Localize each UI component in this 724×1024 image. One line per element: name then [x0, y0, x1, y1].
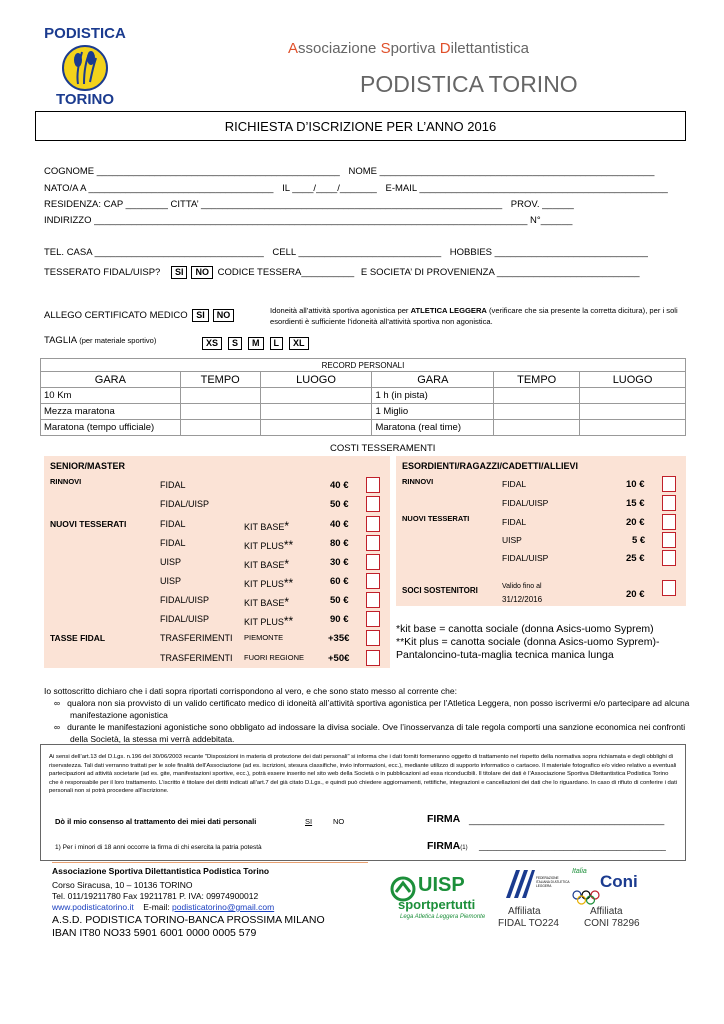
cost-checkbox[interactable] — [662, 476, 676, 492]
cost-ente: FIDAL — [160, 538, 186, 548]
tempo-cell[interactable] — [494, 404, 580, 420]
cost-kit: KIT PLUS** — [244, 538, 294, 552]
email-link[interactable]: podisticatorino@gmail.com — [172, 902, 275, 912]
privacy-text: Ai sensi dell’art.13 del D.Lgs. n.196 del 30/06/2003 recante "Disposizioni in materia di protezione dei dati personali" si informa che i dati forniti formeranno oggetto di trattamento nel rispetto della normativa sopra richiamata e degli obblighi di riservatezza. Tali dati verranno trattati per le sole finalità dell’Associazione (ad es. iscrizioni, stesura classifiche, invio informazioni, ecc.), mediante utilizzo di supporto informatico o cartaceo. Il materiale fotografico e/o video relativo a eventuali partecipazioni ad attività societarie (ad es. gite, manifestazioni sportive, ecc.), potrà essere inserito nel sito web della Società o in pubblicazioni ad essa riconducibili. Il titolare dei dati è l’Associazione Sportiva Dilettantistica Podistica Torino che è responsabile per il loro trattamento. L’iscritto è titolare dei diritti indicati all’art.7 del già citato D.Lgs., e quindi può chiedere aggiornamenti, rettifiche, integrazioni e cancellazioni dei dati che lo riguardano. In caso di rifiuto di conferire i dati personali non si potrà procedere all’iscrizione. — [49, 754, 678, 795]
cost-ente: FIDAL/UISP — [502, 498, 549, 508]
certificato-note: Idoneità all’attività sportiva agonistica per ATLETICA LEGGERA (verificare che sia presente la corretta dicitura), per i soli esordienti è sufficiente l’idoneità all’attività sportiva non agonistica. — [270, 306, 678, 326]
firma-field[interactable]: _______________________________________ — [469, 815, 665, 825]
tempo-cell[interactable] — [494, 388, 580, 404]
consenso-no-option[interactable]: NO — [333, 817, 345, 826]
gara-cell: Maratona (tempo ufficiale) — [41, 420, 181, 436]
cost-price: 5 € — [632, 535, 646, 546]
firma2-field[interactable]: __________________________________________ — [479, 842, 666, 851]
societa-field[interactable]: E SOCIETA’ DI PROVENIENZA ___________________________ — [360, 267, 640, 278]
tasse-fidal-label: TASSE FIDAL — [50, 633, 106, 643]
uisp-sub: sportpertutti — [398, 897, 476, 912]
cost-checkbox[interactable] — [366, 477, 380, 493]
row-tesserato — [44, 266, 640, 279]
codice-tessera-field[interactable]: CODICE TESSERA__________ — [217, 267, 355, 278]
cost-kit: KIT BASE* — [244, 519, 290, 533]
header-gara: GARA — [41, 372, 181, 388]
cost-checkbox[interactable] — [366, 611, 380, 627]
table-row — [41, 420, 686, 436]
kit-notes — [396, 623, 692, 662]
cost-checkbox[interactable] — [662, 514, 676, 530]
cost-ente: FIDAL/UISP — [502, 553, 549, 563]
uisp-tag: Lega Atletica Leggera Piemonte — [400, 914, 486, 920]
cost-checkbox[interactable] — [366, 650, 380, 666]
cost-price: 50 € — [330, 499, 349, 510]
email-field[interactable]: E-MAIL _______________________________________________ — [385, 183, 668, 194]
row-tel — [44, 247, 648, 258]
nuovi-tesserati-label: NUOVI TESSERATI — [402, 514, 470, 523]
coni-italia: Italia — [572, 868, 587, 875]
olympic-rings-icon — [572, 890, 600, 906]
prov-field[interactable]: PROV. ______ — [510, 199, 574, 210]
tel-field[interactable]: TEL. CASA ________________________________ — [44, 247, 264, 258]
cost-checkbox[interactable] — [662, 580, 676, 596]
cost-price: 10 € — [626, 479, 645, 490]
tempo-cell[interactable] — [180, 404, 260, 420]
cost-ente: UISP — [502, 535, 522, 545]
cost-price: 25 € — [626, 553, 645, 564]
cost-ente: FIDAL — [502, 479, 527, 489]
luogo-cell[interactable] — [580, 388, 686, 404]
cost-kit: KIT BASE* — [244, 557, 290, 571]
footer-tel: Tel. 011/19211780 Fax 19211781 P. IVA: 09974900012 — [52, 891, 259, 901]
youth-panel — [396, 456, 686, 606]
footer-org: Associazione Sportiva Dilettantistica Podistica Torino — [52, 866, 270, 876]
cell-field[interactable]: CELL ___________________________ — [272, 247, 442, 258]
cost-ente: FIDAL/UISP — [160, 499, 210, 509]
size-s-checkbox[interactable]: S — [228, 337, 242, 350]
header-tempo: TEMPO — [180, 372, 260, 388]
tempo-cell[interactable] — [494, 420, 580, 436]
cost-checkbox[interactable] — [366, 630, 380, 646]
luogo-cell[interactable] — [580, 420, 686, 436]
cost-ente: FIDAL/UISP — [160, 614, 210, 624]
rinnovi-label: RINNOVI — [402, 477, 434, 486]
cost-price: +35€ — [328, 633, 350, 644]
certificato-label: ALLEGO CERTIFICATO MEDICO — [44, 310, 188, 321]
tempo-cell[interactable] — [180, 388, 260, 404]
rinnovi-label: RINNOVI — [50, 477, 82, 486]
cost-price: 20 € — [626, 517, 645, 528]
cost-checkbox[interactable] — [366, 573, 380, 589]
cost-ente: FIDAL — [502, 517, 527, 527]
cost-checkbox[interactable] — [366, 554, 380, 570]
bullet-icon: ∞ — [54, 698, 61, 708]
gara-cell: 1 Miglio — [372, 404, 494, 420]
cost-checkbox[interactable] — [366, 535, 380, 551]
size-m-checkbox[interactable]: M — [248, 337, 264, 350]
coni-affiliata: Affiliata — [590, 906, 623, 917]
cost-price: 30 € — [330, 557, 349, 568]
taglia-label: TAGLIA (per materiale sportivo) — [44, 335, 157, 346]
cost-kit: FUORI REGIONE — [244, 653, 305, 662]
cost-price: 90 € — [330, 614, 349, 625]
row-indirizzo — [44, 215, 572, 226]
consenso-label: Dò il mio consenso al trattamento dei miei dati personali — [55, 817, 257, 826]
fidal-stripes-icon — [502, 868, 536, 900]
luogo-cell[interactable] — [580, 404, 686, 420]
footer-web-email: www.podisticatorino.it E-mail: podisticatorino@gmail.com — [52, 902, 275, 912]
cost-ente: TRASFERIMENTI — [160, 653, 233, 663]
gara-cell: 10 Km — [41, 388, 181, 404]
consenso-si-option[interactable]: SI — [305, 817, 313, 826]
cost-checkbox[interactable] — [662, 532, 676, 548]
tesserato-si-checkbox[interactable]: SI — [171, 266, 188, 279]
luogo-cell[interactable] — [260, 388, 372, 404]
youth-title: ESORDIENTI/RAGAZZI/CADETTI/ALLIEVI — [402, 461, 579, 471]
header-luogo: LUOGO — [580, 372, 686, 388]
list-item: ∞ durante le manifestazioni agonistiche sono obbligato ad indossare la divisa sociale. Ove l’inosservanza di tale regola comporti una sanzione economica nei confronti della Società, la stessa mi verrà addebitata. — [54, 722, 686, 744]
footer-contacts — [52, 866, 325, 939]
header-tempo: TEMPO — [494, 372, 580, 388]
table-row — [41, 404, 686, 420]
certificato-si-checkbox[interactable]: SI — [192, 309, 209, 322]
records-caption: RECORD PERSONALI — [41, 359, 686, 372]
cost-checkbox[interactable] — [366, 496, 380, 512]
cost-checkbox[interactable] — [662, 550, 676, 566]
nuovi-tesserati-label: NUOVI TESSERATI — [50, 519, 127, 529]
cost-ente: TRASFERIMENTI — [160, 633, 233, 643]
firma2-label: FIRMA(1) — [427, 840, 468, 852]
coni-code: CONI 78296 — [584, 918, 640, 929]
tempo-cell[interactable] — [180, 420, 260, 436]
row-cognome — [44, 166, 654, 177]
cost-price: +50€ — [328, 653, 350, 664]
website-link[interactable]: www.podisticatorino.it — [52, 902, 134, 912]
declaration — [44, 685, 692, 745]
cognome-field[interactable]: COGNOME ______________________________________________ — [44, 166, 340, 177]
cost-price: 15 € — [626, 498, 645, 509]
cost-checkbox[interactable] — [662, 495, 676, 511]
cost-checkbox[interactable] — [366, 592, 380, 608]
privacy-box — [40, 744, 686, 861]
gara-cell: Maratona (real time) — [372, 420, 494, 436]
cost-ente: FIDAL/UISP — [160, 595, 210, 605]
footer-divider — [52, 862, 368, 863]
size-l-checkbox[interactable]: L — [270, 337, 284, 350]
cost-kit: KIT BASE* — [244, 595, 290, 609]
hobbies-field[interactable]: HOBBIES _____________________________ — [449, 247, 648, 258]
senior-master-title: SENIOR/MASTER — [50, 461, 126, 471]
size-xs-checkbox[interactable]: XS — [202, 337, 222, 350]
list-item: ∞ qualora non sia provvisto di un valido certificato medico di idoneità all’attività sportiva agonistica per l’Atletica Leggera, non posso iscrivermi e/o partecipare ad alcuna manifestazione agonistica — [54, 698, 690, 720]
logo-top-text: PODISTICA — [44, 25, 126, 42]
cost-kit: KIT PLUS** — [244, 614, 294, 628]
table-row — [41, 388, 686, 404]
firma-label: FIRMA — [427, 813, 461, 825]
fidal-name: FEDERAZIONE ITALIANA DI ATLETICA LEGGERA — [536, 876, 570, 888]
luogo-cell[interactable] — [260, 404, 372, 420]
gara-cell: 1 h (in pista) — [372, 388, 494, 404]
cost-ente: FIDAL — [160, 519, 186, 529]
cost-price: 40 € — [330, 519, 349, 530]
bullet-icon: ∞ — [54, 722, 61, 732]
records-table — [40, 358, 686, 436]
footer-address: Corso Siracusa, 10 – 10136 TORINO — [52, 880, 193, 890]
fidal-code: FIDAL TO224 — [498, 918, 559, 929]
size-xl-checkbox[interactable]: XL — [289, 337, 309, 350]
valido-label: Valido fino al — [502, 583, 542, 590]
cost-kit: KIT PLUS** — [244, 576, 294, 590]
tesserato-no-checkbox[interactable]: NO — [191, 266, 213, 279]
logo-bottom-text: TORINO — [55, 91, 115, 108]
row-certificato — [44, 309, 236, 322]
luogo-cell[interactable] — [260, 420, 372, 436]
nome-field[interactable]: NOME ____________________________________________________ — [348, 166, 655, 177]
certificato-no-checkbox[interactable]: NO — [213, 309, 235, 322]
cost-kit: PIEMONTE — [244, 633, 284, 642]
kit-base-note: *kit base = canotta sociale (donna Asics-uomo Syprem) — [396, 623, 654, 635]
cost-ente: FIDAL — [160, 480, 186, 490]
cost-ente: UISP — [160, 576, 182, 586]
birth-date-field[interactable]: IL ____/____/_______ — [282, 183, 377, 194]
cost-ente: UISP — [160, 557, 182, 567]
nato-field[interactable]: NATO/A A ___________________________________ — [44, 183, 274, 194]
cost-price: 50 € — [330, 595, 349, 606]
org-title: PODISTICA TORINO — [360, 71, 578, 97]
kit-plus-note: **Kit plus = canotta sociale (donna Asics-uomo Syprem)-Pantaloncino-tuta-maglia tecnica manica lunga — [396, 636, 660, 661]
cost-price: 60 € — [330, 576, 349, 587]
cost-checkbox[interactable] — [366, 516, 380, 532]
row-nato — [44, 183, 668, 194]
tesserato-label: TESSERATO FIDAL/UISP? — [44, 267, 161, 278]
coni-logo — [572, 868, 662, 930]
senior-master-panel — [44, 456, 390, 668]
cost-price: 20 € — [626, 589, 645, 600]
costs-caption: COSTI TESSERAMENTI — [330, 443, 436, 454]
podistica-torino-logo — [38, 24, 132, 108]
indirizzo-field[interactable]: INDIRIZZO __________________________________________________________________________________ — [44, 215, 528, 226]
soci-sostenitori-label: SOCI SOSTENITORI — [402, 586, 478, 595]
cost-price: 80 € — [330, 538, 349, 549]
footer-iban: IBAN IT80 NO33 5901 6001 0000 0005 579 — [52, 927, 257, 939]
row-residenza — [44, 199, 574, 210]
declaration-intro: Io sottoscritto dichiaro che i dati sopra riportati corrispondono al vero, e che sono stato messo al corrente che: — [44, 686, 457, 696]
footer-bank: A.S.D. PODISTICA TORINO-BANCA PROSSIMA MILANO — [52, 914, 325, 926]
residenza-field[interactable]: RESIDENZA: CAP ________ CITTA’ _________________________________________________________ — [44, 199, 503, 210]
association-name: Associazione Sportiva Dilettantistica — [288, 40, 529, 57]
coni-text: Coni — [600, 872, 638, 891]
valido-date: 31/12/2016 — [502, 595, 543, 604]
fidal-logo — [498, 868, 570, 930]
uisp-text: UISP — [418, 874, 465, 896]
header-luogo: LUOGO — [260, 372, 372, 388]
civic-number-field[interactable]: N°______ — [530, 215, 573, 226]
gara-cell: Mezza maratona — [41, 404, 181, 420]
size-options — [200, 337, 311, 350]
uisp-logo — [390, 874, 500, 926]
minori-note: 1) Per i minori di 18 anni occorre la firma di chi esercita la patria potestà — [55, 844, 262, 851]
cost-price: 40 € — [330, 480, 349, 491]
header-gara: GARA — [372, 372, 494, 388]
form-title: RICHIESTA D’ISCRIZIONE PER L’ANNO 2016 — [35, 111, 686, 141]
fidal-affiliata: Affiliata — [508, 906, 541, 917]
